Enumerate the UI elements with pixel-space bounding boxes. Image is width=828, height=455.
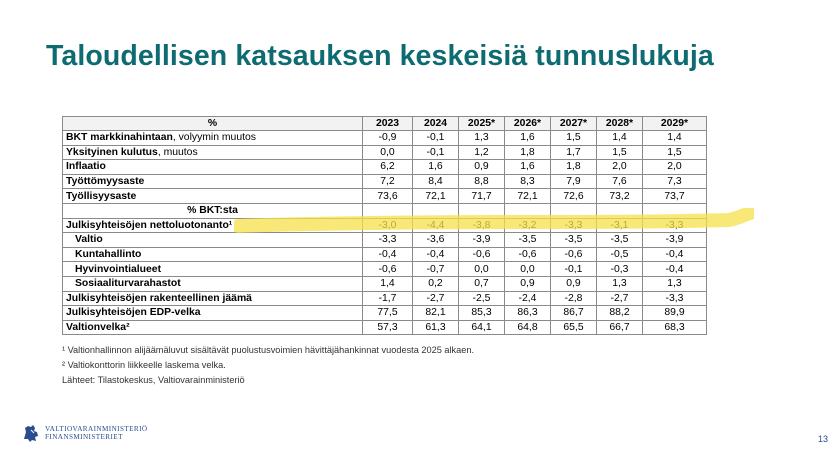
table-cell: -0,4 (643, 262, 707, 277)
footnote-2: ² Valtiokonttorin liikkeelle laskema velka. (62, 360, 226, 370)
table-row (63, 189, 707, 204)
table-cell: 1,3 (643, 276, 707, 291)
table-cell: -3,1 (597, 218, 643, 233)
row-label (63, 189, 363, 204)
row-label: Kuntahallinto (63, 247, 363, 262)
table-row (63, 276, 707, 291)
table-cell: 1,2 (459, 145, 505, 160)
logo-line-1: VALTIOVARAINMINISTERIÖ (45, 424, 148, 433)
table-cell: 72,6 (551, 189, 597, 204)
table-cell: -0,1 (551, 262, 597, 277)
table-cell: 0,9 (459, 160, 505, 175)
table-cell: 8,4 (413, 174, 459, 189)
table-cell: -0,5 (597, 247, 643, 262)
table-cell: -3,3 (643, 291, 707, 306)
table-cell: 1,5 (597, 145, 643, 160)
table-cell: 88,2 (597, 306, 643, 321)
table-cell: -1,7 (363, 291, 413, 306)
table-cell: 68,3 (643, 320, 707, 335)
table-cell: 1,7 (551, 145, 597, 160)
table-header-row (63, 117, 707, 131)
table-cell: -0,7 (413, 262, 459, 277)
table-row (63, 218, 707, 233)
table-cell: 61,3 (413, 320, 459, 335)
table-cell: -3,5 (505, 233, 551, 248)
table-cell: 2,0 (643, 160, 707, 175)
table-cell: -0,4 (363, 247, 413, 262)
table-cell: -2,4 (505, 291, 551, 306)
table-cell: -0,6 (459, 247, 505, 262)
table-row (63, 306, 707, 321)
table-cell: 1,3 (459, 131, 505, 146)
row-label-bold: Yksityinen kulutus (66, 146, 158, 158)
table-cell: 71,7 (459, 189, 505, 204)
table-row (63, 174, 707, 189)
table-row (63, 247, 707, 262)
empty-cell (505, 203, 551, 218)
table-cell: -0,9 (363, 131, 413, 146)
empty-cell (413, 203, 459, 218)
table-cell: -3,9 (459, 233, 505, 248)
table-cell: 2,0 (597, 160, 643, 175)
year-header: 2027* (551, 117, 597, 131)
year-header: 2025* (459, 117, 505, 131)
table-cell: 65,5 (551, 320, 597, 335)
table-cell: -2,5 (459, 291, 505, 306)
row-label: Julkisyhteisöjen rakenteellinen jäämä (63, 291, 363, 306)
table-cell: -3,3 (363, 233, 413, 248)
table-cell: -0,1 (413, 131, 459, 146)
table-cell: 6,2 (363, 160, 413, 175)
lion-emblem-icon (22, 423, 40, 443)
table-cell: -2,7 (413, 291, 459, 306)
table-cell: 1,8 (551, 160, 597, 175)
table-cell: 0,0 (505, 262, 551, 277)
unit-header: % (63, 117, 363, 131)
table-cell: 1,5 (551, 131, 597, 146)
table-cell: -3,3 (643, 218, 707, 233)
table-cell: 1,3 (597, 276, 643, 291)
table-cell: 0,0 (363, 145, 413, 160)
table-row (63, 262, 707, 277)
row-label-rest: , muutos (157, 146, 198, 158)
table-cell: -0,6 (363, 262, 413, 277)
year-header: 2023 (363, 117, 413, 131)
ministry-logo (22, 423, 148, 443)
table-cell: -0,3 (597, 262, 643, 277)
row-label-bold: Työllisyysaste (66, 190, 137, 202)
table-cell: 1,4 (363, 276, 413, 291)
table-row (63, 233, 707, 248)
empty-cell (643, 203, 707, 218)
table-cell: -3,3 (551, 218, 597, 233)
table-cell: 77,5 (363, 306, 413, 321)
table-cell: 1,4 (597, 131, 643, 146)
table-cell: -0,1 (413, 145, 459, 160)
row-label (63, 131, 363, 146)
row-label (63, 160, 363, 175)
table-row (63, 291, 707, 306)
page-number: 13 (818, 434, 828, 444)
empty-cell (459, 203, 505, 218)
year-header: 2029* (643, 117, 707, 131)
table-cell: 72,1 (505, 189, 551, 204)
table-cell: 73,7 (643, 189, 707, 204)
table-cell: -0,6 (505, 247, 551, 262)
table-cell: 0,9 (551, 276, 597, 291)
table-cell: 73,2 (597, 189, 643, 204)
empty-cell (597, 203, 643, 218)
table-cell: 72,1 (413, 189, 459, 204)
table-cell: 7,9 (551, 174, 597, 189)
table-cell: 7,3 (643, 174, 707, 189)
row-label: Hyvinvointialueet (63, 262, 363, 277)
table-cell: 82,1 (413, 306, 459, 321)
table-cell: 0,9 (505, 276, 551, 291)
footnote-1: ¹ Valtionhallinnon alijäämäluvut sisältävät puolustusvoimien hävittäjähankinnat vuodesta 2025 alkaen. (62, 345, 474, 355)
table-cell: 1,4 (643, 131, 707, 146)
table-row (63, 131, 707, 146)
slide-title: Taloudellisen katsauksen keskeisiä tunnuslukuja (46, 40, 714, 72)
row-label-bold: BKT markkinahintaan (66, 132, 173, 144)
empty-cell (363, 203, 413, 218)
table-cell: 8,3 (505, 174, 551, 189)
key-figures-table-wrap (62, 116, 706, 335)
table-cell: -3,5 (597, 233, 643, 248)
row-label: Valtionvelka² (63, 320, 363, 335)
footnotes (62, 345, 474, 390)
table-cell: 86,3 (505, 306, 551, 321)
table-cell: -0,6 (551, 247, 597, 262)
table-cell: 86,7 (551, 306, 597, 321)
table-cell: 66,7 (597, 320, 643, 335)
table-cell: -2,8 (551, 291, 597, 306)
row-label-bold: Inflaatio (66, 161, 106, 173)
sources-note: Lähteet: Tilastokeskus, Valtiovarainministeriö (62, 375, 245, 385)
row-label (63, 145, 363, 160)
table-cell: 8,8 (459, 174, 505, 189)
table-cell: -0,4 (643, 247, 707, 262)
logo-line-2: FINANSMINISTERIET (45, 433, 123, 441)
table-row (63, 145, 707, 160)
table-cell: 57,3 (363, 320, 413, 335)
table-cell: -3,5 (551, 233, 597, 248)
row-label (63, 174, 363, 189)
table-cell: 1,6 (413, 160, 459, 175)
table-cell: 7,2 (363, 174, 413, 189)
table-cell: 0,7 (459, 276, 505, 291)
subheader-label: % BKT:sta (63, 203, 363, 218)
table-cell: -0,4 (413, 247, 459, 262)
table-row (63, 320, 707, 335)
year-header: 2028* (597, 117, 643, 131)
table-cell: 89,9 (643, 306, 707, 321)
year-header: 2024 (413, 117, 459, 131)
table-cell: 1,8 (505, 145, 551, 160)
row-label: Valtio (63, 233, 363, 248)
empty-cell (551, 203, 597, 218)
row-label: Julkisyhteisöjen EDP-velka (63, 306, 363, 321)
table-cell: -4,4 (413, 218, 459, 233)
table-cell: -3,0 (363, 218, 413, 233)
row-label: Sosiaaliturvarahastot (63, 276, 363, 291)
table-cell: 73,6 (363, 189, 413, 204)
table-cell: 0,0 (459, 262, 505, 277)
row-label-rest: , volyymin muutos (172, 132, 256, 144)
table-cell: 64,1 (459, 320, 505, 335)
key-figures-table (62, 116, 707, 335)
table-cell: 0,2 (413, 276, 459, 291)
table-cell: -3,2 (505, 218, 551, 233)
subheader-row (63, 203, 707, 218)
table-cell: 1,6 (505, 131, 551, 146)
table-cell: -3,8 (459, 218, 505, 233)
table-cell: -2,7 (597, 291, 643, 306)
row-label: Julkisyhteisöjen nettoluotonanto¹ (63, 218, 363, 233)
table-cell: -3,9 (643, 233, 707, 248)
table-cell: 7,6 (597, 174, 643, 189)
table-cell: -3,6 (413, 233, 459, 248)
table-cell: 1,5 (643, 145, 707, 160)
table-cell: 1,6 (505, 160, 551, 175)
row-label-bold: Työttömyysaste (66, 176, 145, 188)
table-cell: 64,8 (505, 320, 551, 335)
table-cell: 85,3 (459, 306, 505, 321)
table-row (63, 160, 707, 175)
year-header: 2026* (505, 117, 551, 131)
